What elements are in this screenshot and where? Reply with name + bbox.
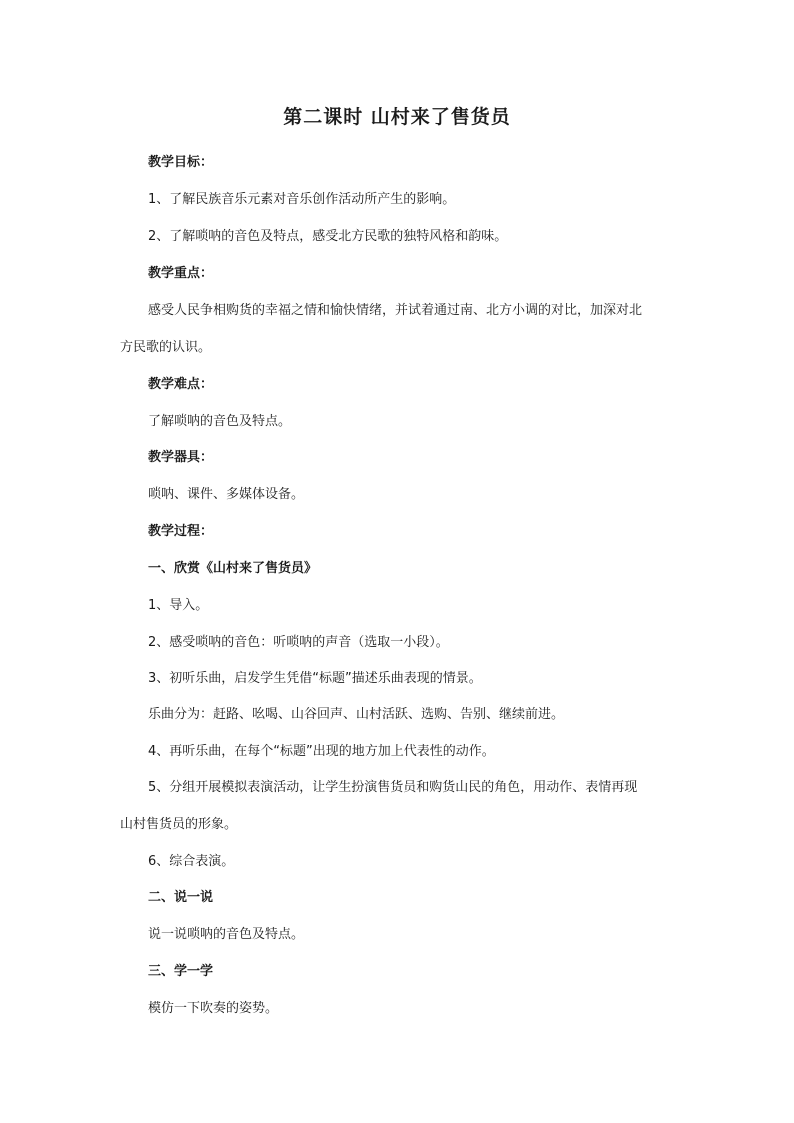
heading-process: 教学过程： [148,524,214,539]
section-3-text: 模仿一下吹奏的姿势。 [148,1001,279,1016]
heading-equipment: 教学器具： [148,450,214,465]
section-1-heading: 一、欣赏《山村来了售货员》 [148,561,318,576]
heading-key-points: 教学重点： [148,266,214,281]
key-point-line-2: 方民歌的认识。 [120,340,212,355]
process-step-6: 6、综合表演。 [148,854,235,869]
objective-2: 2、了解唢呐的音色及特点，感受北方民歌的独特风格和韵味。 [148,229,508,244]
process-step-3: 3、初听乐曲，启发学生凭借“标题”描述乐曲表现的情景。 [148,671,482,686]
heading-difficulties: 教学难点： [148,377,214,392]
process-step-5-line-2: 山村售货员的形象。 [120,817,238,832]
document-title: 第二课时 山村来了售货员 [283,106,511,128]
key-point-line-1: 感受人民争相购货的幸福之情和愉快情绪，并试着通过南、北方小调的对比，加深对北 [148,303,643,318]
music-sections: 乐曲分为：赶路、吆喝、山谷回声、山村活跃、选购、告别、继续前进。 [148,707,565,722]
objective-1: 1、了解民族音乐元素对音乐创作活动所产生的影响。 [148,192,456,207]
process-step-1: 1、导入。 [148,598,209,613]
process-step-5-line-1: 5、分组开展模拟表演活动，让学生扮演售货员和购货山民的角色，用动作、表情再现 [148,780,638,795]
section-3-heading: 三、学一学 [148,964,214,979]
process-step-4: 4、再听乐曲，在每个“标题”出现的地方加上代表性的动作。 [148,744,495,759]
equipment-text: 唢呐、课件、多媒体设备。 [148,487,305,502]
section-2-text: 说一说唢呐的音色及特点。 [148,927,305,942]
difficulty-text: 了解唢呐的音色及特点。 [148,414,292,429]
process-step-2: 2、感受唢呐的音色：听唢呐的声音（选取一小段）。 [148,635,449,650]
heading-objectives: 教学目标： [148,155,214,170]
section-2-heading: 二、说一说 [148,890,214,905]
